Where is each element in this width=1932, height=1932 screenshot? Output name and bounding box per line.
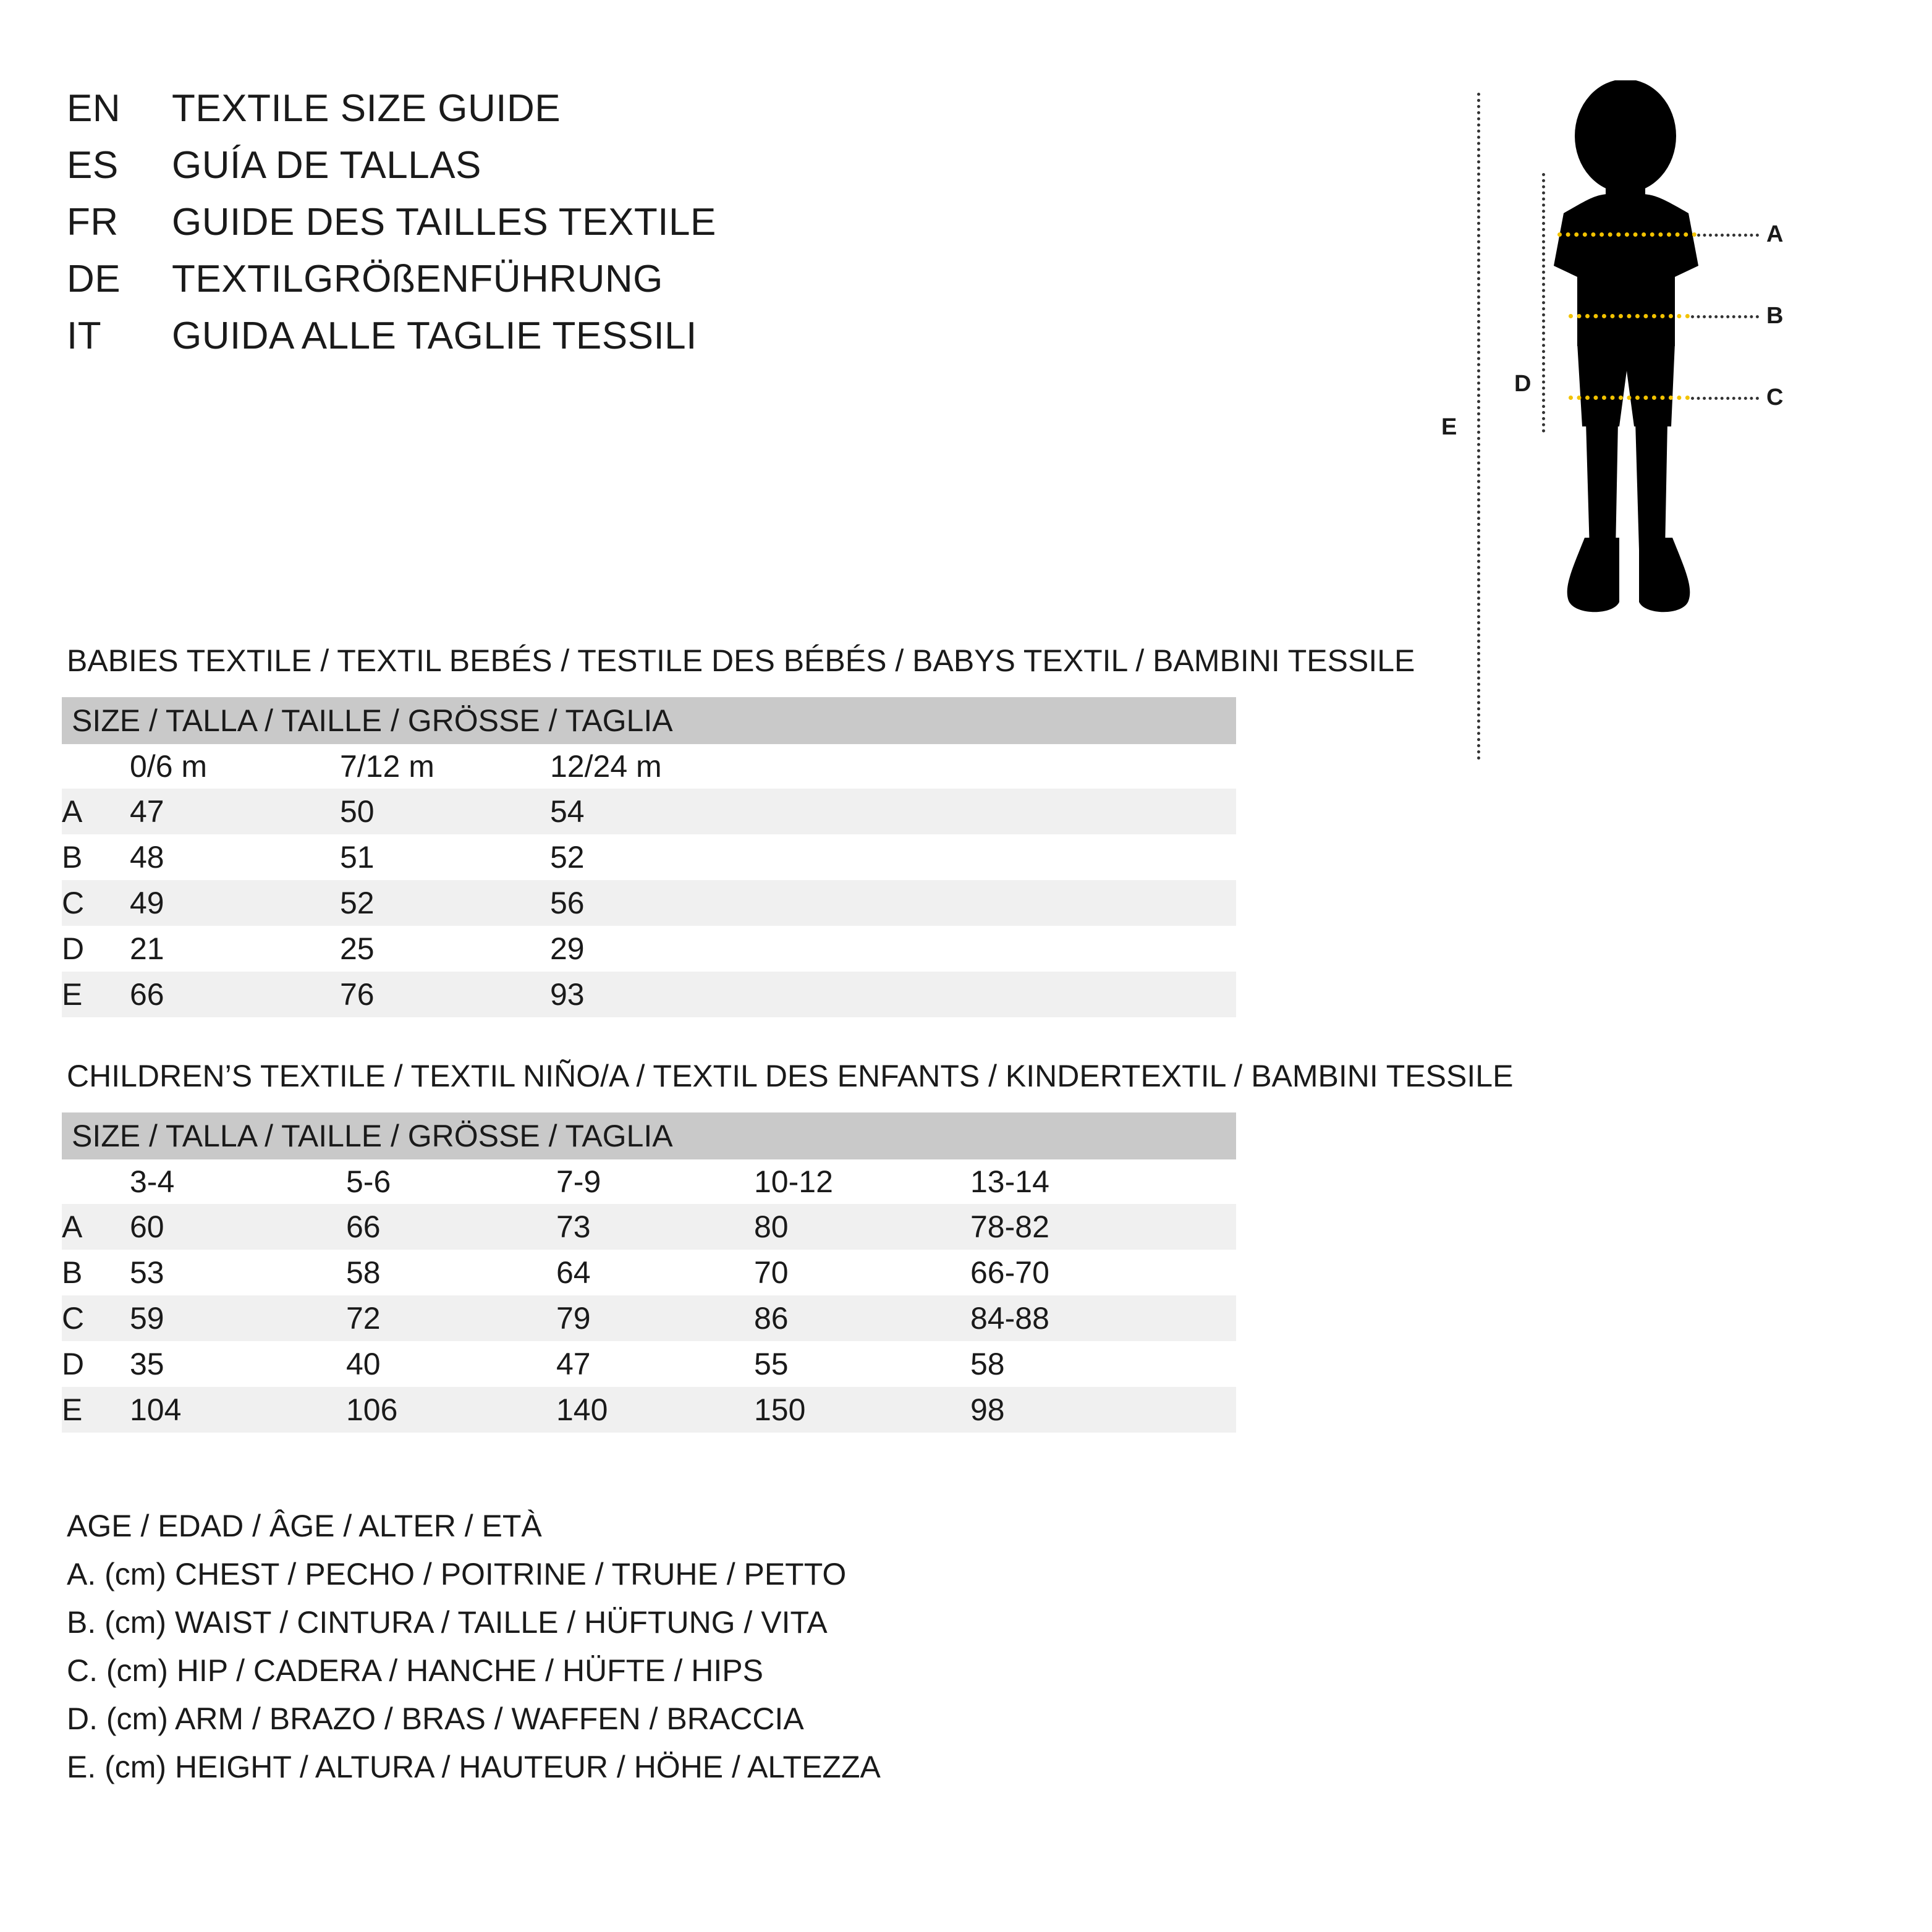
children-cell: 59 xyxy=(130,1295,346,1341)
children-cell: 98 xyxy=(970,1387,1236,1433)
language-title: TEXTILGRÖßENFÜHRUNG xyxy=(172,258,663,300)
measurement-figure xyxy=(1409,80,1842,760)
language-code: DE xyxy=(67,258,121,300)
table-row xyxy=(62,1250,1236,1295)
legend-item-hip: C. (cm) HIP / CADERA / HANCHE / HÜFTE / HIPS xyxy=(67,1653,763,1688)
children-row-label: C xyxy=(62,1295,130,1341)
babies-section-caption: BABIES TEXTILE / TEXTIL BEBÉS / TESTILE DES BÉBÉS / BABYS TEXTIL / BAMBINI TESSILE xyxy=(67,643,1415,678)
language-title-list xyxy=(67,87,1241,371)
children-cell: 70 xyxy=(754,1250,970,1295)
children-cell: 79 xyxy=(556,1295,754,1341)
children-cell: 72 xyxy=(346,1295,556,1341)
language-code: ES xyxy=(67,144,119,187)
children-cell: 86 xyxy=(754,1295,970,1341)
babies-row-label: D xyxy=(62,926,130,972)
figure-label-d: D xyxy=(1514,371,1532,397)
language-title: GUÍA DE TALLAS xyxy=(172,144,481,187)
figure-label-e: E xyxy=(1441,414,1457,440)
babies-cell: 21 xyxy=(130,926,340,972)
hip-leader-line xyxy=(1691,397,1759,400)
children-cell: 60 xyxy=(130,1204,346,1250)
babies-cell: 66 xyxy=(130,972,340,1017)
children-size-table xyxy=(62,1112,1236,1433)
babies-size-table xyxy=(62,697,1236,1017)
children-cell: 58 xyxy=(970,1341,1236,1387)
babies-cell: 47 xyxy=(130,789,340,834)
chest-leader-line xyxy=(1697,234,1759,237)
language-code: IT xyxy=(67,315,102,357)
chest-measure-line xyxy=(1557,232,1697,237)
figure-label-a: A xyxy=(1766,221,1784,247)
babies-cell: 52 xyxy=(340,880,550,926)
table-row xyxy=(62,789,1236,834)
measurement-legend xyxy=(67,1508,881,1797)
language-title: GUIDA ALLE TAGLIE TESSILI xyxy=(172,315,697,357)
babies-row-label: E xyxy=(62,972,130,1017)
table-row xyxy=(62,1295,1236,1341)
language-row xyxy=(67,143,1241,200)
children-cell: 58 xyxy=(346,1250,556,1295)
babies-cell: 51 xyxy=(340,834,550,880)
babies-column-header: 12/24 m xyxy=(550,744,1236,789)
legend-item-height: E. (cm) HEIGHT / ALTURA / HAUTEUR / HÖHE / ALTEZZA xyxy=(67,1750,881,1784)
child-silhouette-icon xyxy=(1409,80,1842,760)
figure-label-c: C xyxy=(1766,384,1784,410)
babies-row-label: A xyxy=(62,789,130,834)
babies-table-header-row xyxy=(62,697,1236,744)
children-column-header: 7-9 xyxy=(556,1159,754,1204)
hip-measure-line xyxy=(1569,396,1690,400)
babies-cell: 76 xyxy=(340,972,550,1017)
children-cell: 66 xyxy=(346,1204,556,1250)
children-table-header-row xyxy=(62,1112,1236,1159)
babies-cell: 54 xyxy=(550,789,1236,834)
language-row xyxy=(67,200,1241,257)
babies-cell: 50 xyxy=(340,789,550,834)
children-column-header: 5-6 xyxy=(346,1159,556,1204)
babies-cell: 49 xyxy=(130,880,340,926)
babies-cell: 56 xyxy=(550,880,1236,926)
children-column-header: 13-14 xyxy=(970,1159,1236,1204)
children-cell: 53 xyxy=(130,1250,346,1295)
legend-item-arm: D. (cm) ARM / BRAZO / BRAS / WAFFEN / BRACCIA xyxy=(67,1701,804,1736)
language-title: TEXTILE SIZE GUIDE xyxy=(172,87,561,130)
babies-column-header: 0/6 m xyxy=(130,744,340,789)
children-cell: 78-82 xyxy=(970,1204,1236,1250)
language-title: GUIDE DES TAILLES TEXTILE xyxy=(172,201,716,244)
children-columns-blank xyxy=(62,1159,130,1204)
waist-leader-line xyxy=(1691,315,1759,318)
children-row-label: D xyxy=(62,1341,130,1387)
legend-item-waist: B. (cm) WAIST / CINTURA / TAILLE / HÜFTUNG / VITA xyxy=(67,1605,828,1640)
table-row xyxy=(62,972,1236,1017)
children-cell: 106 xyxy=(346,1387,556,1433)
table-row xyxy=(62,834,1236,880)
table-row xyxy=(62,1387,1236,1433)
figure-label-b: B xyxy=(1766,303,1784,329)
babies-cell: 25 xyxy=(340,926,550,972)
babies-table-columns-row xyxy=(62,744,1236,789)
children-cell: 104 xyxy=(130,1387,346,1433)
language-code: FR xyxy=(67,201,119,244)
children-cell: 40 xyxy=(346,1341,556,1387)
table-row xyxy=(62,880,1236,926)
babies-cell: 52 xyxy=(550,834,1236,880)
language-row xyxy=(67,87,1241,143)
children-cell: 64 xyxy=(556,1250,754,1295)
table-row xyxy=(62,926,1236,972)
children-table-header-label: SIZE / TALLA / TAILLE / GRÖSSE / TAGLIA xyxy=(62,1112,1236,1159)
children-cell: 73 xyxy=(556,1204,754,1250)
children-cell: 47 xyxy=(556,1341,754,1387)
language-code: EN xyxy=(67,87,121,130)
table-row xyxy=(62,1204,1236,1250)
babies-table-header-label: SIZE / TALLA / TAILLE / GRÖSSE / TAGLIA xyxy=(62,697,1236,744)
children-table-columns-row xyxy=(62,1159,1236,1204)
babies-row-label: B xyxy=(62,834,130,880)
children-cell: 140 xyxy=(556,1387,754,1433)
children-cell: 80 xyxy=(754,1204,970,1250)
babies-row-label: C xyxy=(62,880,130,926)
children-cell: 35 xyxy=(130,1341,346,1387)
children-cell: 84-88 xyxy=(970,1295,1236,1341)
children-cell: 55 xyxy=(754,1341,970,1387)
children-cell: 66-70 xyxy=(970,1250,1236,1295)
legend-item-chest: A. (cm) CHEST / PECHO / POITRINE / TRUHE / PETTO xyxy=(67,1557,847,1591)
babies-cell: 93 xyxy=(550,972,1236,1017)
children-row-label: A xyxy=(62,1204,130,1250)
legend-item: AGE / EDAD / ÂGE / ALTER / ETÀ xyxy=(67,1509,542,1543)
children-section-caption: CHILDREN’S TEXTILE / TEXTIL NIÑO/A / TEXTIL DES ENFANTS / KINDERTEXTIL / BAMBINI TESSILE xyxy=(67,1059,1514,1093)
table-row xyxy=(62,1341,1236,1387)
babies-cell: 29 xyxy=(550,926,1236,972)
children-row-label: B xyxy=(62,1250,130,1295)
children-cell: 150 xyxy=(754,1387,970,1433)
babies-column-header: 7/12 m xyxy=(340,744,550,789)
babies-cell: 48 xyxy=(130,834,340,880)
babies-columns-blank xyxy=(62,744,130,789)
language-row xyxy=(67,314,1241,371)
children-column-header: 3-4 xyxy=(130,1159,346,1204)
children-row-label: E xyxy=(62,1387,130,1433)
children-column-header: 10-12 xyxy=(754,1159,970,1204)
waist-measure-line xyxy=(1569,314,1690,318)
language-row xyxy=(67,257,1241,314)
